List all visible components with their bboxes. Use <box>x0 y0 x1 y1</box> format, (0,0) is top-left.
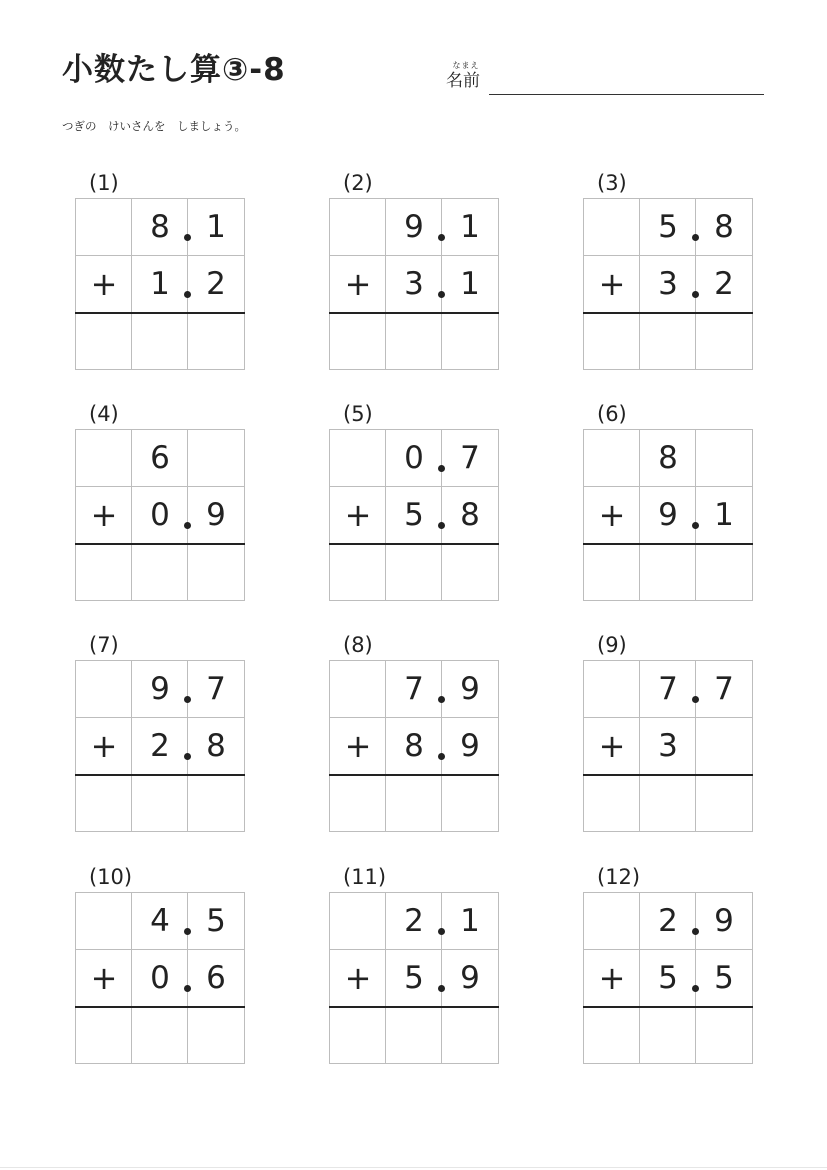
problem-number: (11) <box>343 865 387 889</box>
problem-number: (3) <box>597 171 627 195</box>
decimal-point-bottom <box>184 753 191 760</box>
bottom-ones-digit: 3 <box>658 727 678 764</box>
answer-cell[interactable] <box>386 775 442 831</box>
bottom-tenths-digit: 1 <box>714 496 734 533</box>
problem-grid-box <box>329 429 499 601</box>
decimal-point-bottom <box>184 291 191 298</box>
problem-number: (2) <box>343 171 373 195</box>
answer-cell[interactable] <box>386 1007 442 1063</box>
decimal-point-bottom <box>692 985 699 992</box>
answer-cell[interactable] <box>584 775 640 831</box>
bottom-tenths-digit: 2 <box>206 265 226 302</box>
top-ones-digit: 2 <box>658 902 678 939</box>
problem-grid-box <box>583 198 753 370</box>
problem-grid-box <box>583 660 753 832</box>
bottom-ones-digit: 5 <box>404 959 424 996</box>
plus-sign: + <box>344 959 372 997</box>
problem-grid-box <box>75 198 245 370</box>
plus-sign: + <box>598 496 626 534</box>
answer-cell[interactable] <box>330 544 386 600</box>
problem-grid-box <box>329 198 499 370</box>
answer-cell[interactable] <box>640 775 696 831</box>
page-bottom-border <box>0 1167 827 1168</box>
bottom-ones-digit: 0 <box>150 959 170 996</box>
instruction-text: つぎの けいさんを しましょう。 <box>62 119 246 133</box>
problem-grid-box <box>329 660 499 832</box>
plus-sign: + <box>344 496 372 534</box>
bottom-tenths-digit: 8 <box>206 727 226 764</box>
top-ones-digit: 7 <box>658 670 678 707</box>
top-ones-digit: 7 <box>404 670 424 707</box>
problem-number: (5) <box>343 402 373 426</box>
decimal-point-top <box>438 465 445 472</box>
top-tenths-digit: 5 <box>206 902 226 939</box>
answer-cell[interactable] <box>330 1007 386 1063</box>
plus-sign: + <box>598 265 626 303</box>
bottom-ones-digit: 8 <box>404 727 424 764</box>
plus-sign: + <box>344 727 372 765</box>
worksheet-title: 小数たし算③-8 <box>62 52 286 88</box>
decimal-point-bottom <box>692 291 699 298</box>
decimal-point-bottom <box>184 522 191 529</box>
answer-cell[interactable] <box>442 775 498 831</box>
decimal-point-top <box>692 928 699 935</box>
top-ones-digit: 8 <box>658 439 678 476</box>
answer-cell[interactable] <box>584 313 640 369</box>
answer-cell[interactable] <box>640 544 696 600</box>
top-ones-digit: 0 <box>404 439 424 476</box>
bottom-tenths-digit: 9 <box>206 496 226 533</box>
bottom-ones-digit: 9 <box>658 496 678 533</box>
decimal-point-top <box>438 928 445 935</box>
decimal-point-bottom <box>438 291 445 298</box>
top-tenths-digit: 9 <box>460 670 480 707</box>
top-ones-digit: 8 <box>150 208 170 245</box>
top-ones-digit: 6 <box>150 439 170 476</box>
bottom-tenths-digit: 5 <box>714 959 734 996</box>
decimal-point-top <box>184 234 191 241</box>
bottom-ones-digit: 1 <box>150 265 170 302</box>
top-tenths-digit: 1 <box>206 208 226 245</box>
top-tenths-digit: 9 <box>714 902 734 939</box>
bottom-tenths-digit: 1 <box>460 265 480 302</box>
plus-sign: + <box>90 265 118 303</box>
answer-cell[interactable] <box>386 544 442 600</box>
problem-number: (7) <box>89 633 119 657</box>
answer-cell[interactable] <box>132 1007 188 1063</box>
answer-cell[interactable] <box>386 313 442 369</box>
answer-cell[interactable] <box>442 1007 498 1063</box>
name-write-line[interactable] <box>489 94 764 95</box>
answer-cell[interactable] <box>696 1007 752 1063</box>
top-ones-digit: 4 <box>150 902 170 939</box>
problem-grid-box <box>75 429 245 601</box>
answer-cell[interactable] <box>132 544 188 600</box>
answer-cell[interactable] <box>188 1007 244 1063</box>
decimal-point-top <box>692 234 699 241</box>
plus-sign: + <box>90 959 118 997</box>
decimal-point-top <box>438 234 445 241</box>
top-tenths-digit: 7 <box>206 670 226 707</box>
problem-number: (10) <box>89 865 133 889</box>
decimal-point-bottom <box>184 985 191 992</box>
bottom-ones-digit: 3 <box>658 265 678 302</box>
problem-number: (4) <box>89 402 119 426</box>
decimal-point-bottom <box>438 522 445 529</box>
answer-cell[interactable] <box>132 775 188 831</box>
top-ones-digit: 5 <box>658 208 678 245</box>
decimal-point-bottom <box>692 522 699 529</box>
problem-number: (6) <box>597 402 627 426</box>
bottom-ones-digit: 3 <box>404 265 424 302</box>
top-tenths-digit <box>188 430 244 486</box>
answer-cell[interactable] <box>696 775 752 831</box>
bottom-tenths-digit: 9 <box>460 959 480 996</box>
decimal-point-top <box>438 696 445 703</box>
answer-cell[interactable] <box>584 1007 640 1063</box>
top-tenths-digit: 7 <box>714 670 734 707</box>
top-tenths-digit <box>696 430 752 486</box>
answer-cell[interactable] <box>640 313 696 369</box>
bottom-tenths-digit: 2 <box>714 265 734 302</box>
answer-cell[interactable] <box>330 775 386 831</box>
name-ruby: なまえ <box>452 61 480 70</box>
bottom-tenths-digit: 9 <box>460 727 480 764</box>
decimal-point-top <box>184 928 191 935</box>
problem-number: (9) <box>597 633 627 657</box>
top-ones-digit: 9 <box>404 208 424 245</box>
name-label: 名前 <box>446 71 480 91</box>
decimal-point-bottom <box>438 985 445 992</box>
top-tenths-digit: 7 <box>460 439 480 476</box>
plus-sign: + <box>344 265 372 303</box>
answer-cell[interactable] <box>442 544 498 600</box>
answer-cell[interactable] <box>188 313 244 369</box>
answer-cell[interactable] <box>442 313 498 369</box>
plus-sign: + <box>598 959 626 997</box>
answer-cell[interactable] <box>188 775 244 831</box>
bottom-tenths-digit <box>696 718 752 774</box>
top-ones-digit: 9 <box>150 670 170 707</box>
problem-grid-box <box>583 429 753 601</box>
problem-grid-box <box>75 660 245 832</box>
problem-grid-box <box>75 892 245 1064</box>
answer-cell[interactable] <box>76 544 132 600</box>
decimal-point-top <box>692 696 699 703</box>
bottom-ones-digit: 0 <box>150 496 170 533</box>
answer-cell[interactable] <box>330 313 386 369</box>
answer-cell[interactable] <box>188 544 244 600</box>
bottom-ones-digit: 2 <box>150 727 170 764</box>
problem-number: (8) <box>343 633 373 657</box>
answer-cell[interactable] <box>76 313 132 369</box>
problem-number: (12) <box>597 865 641 889</box>
bottom-tenths-digit: 8 <box>460 496 480 533</box>
answer-cell[interactable] <box>132 313 188 369</box>
problem-number: (1) <box>89 171 119 195</box>
answer-cell[interactable] <box>696 544 752 600</box>
top-tenths-digit: 1 <box>460 208 480 245</box>
answer-cell[interactable] <box>584 544 640 600</box>
bottom-tenths-digit: 6 <box>206 959 226 996</box>
answer-cell[interactable] <box>696 313 752 369</box>
decimal-point-top <box>184 696 191 703</box>
plus-sign: + <box>598 727 626 765</box>
plus-sign: + <box>90 496 118 534</box>
top-ones-digit: 2 <box>404 902 424 939</box>
bottom-ones-digit: 5 <box>658 959 678 996</box>
answer-cell[interactable] <box>640 1007 696 1063</box>
plus-sign: + <box>90 727 118 765</box>
top-tenths-digit: 1 <box>460 902 480 939</box>
problem-grid-box <box>329 892 499 1064</box>
answer-cell[interactable] <box>76 775 132 831</box>
bottom-ones-digit: 5 <box>404 496 424 533</box>
decimal-point-bottom <box>438 753 445 760</box>
problem-grid-box <box>583 892 753 1064</box>
top-tenths-digit: 8 <box>714 208 734 245</box>
answer-cell[interactable] <box>76 1007 132 1063</box>
